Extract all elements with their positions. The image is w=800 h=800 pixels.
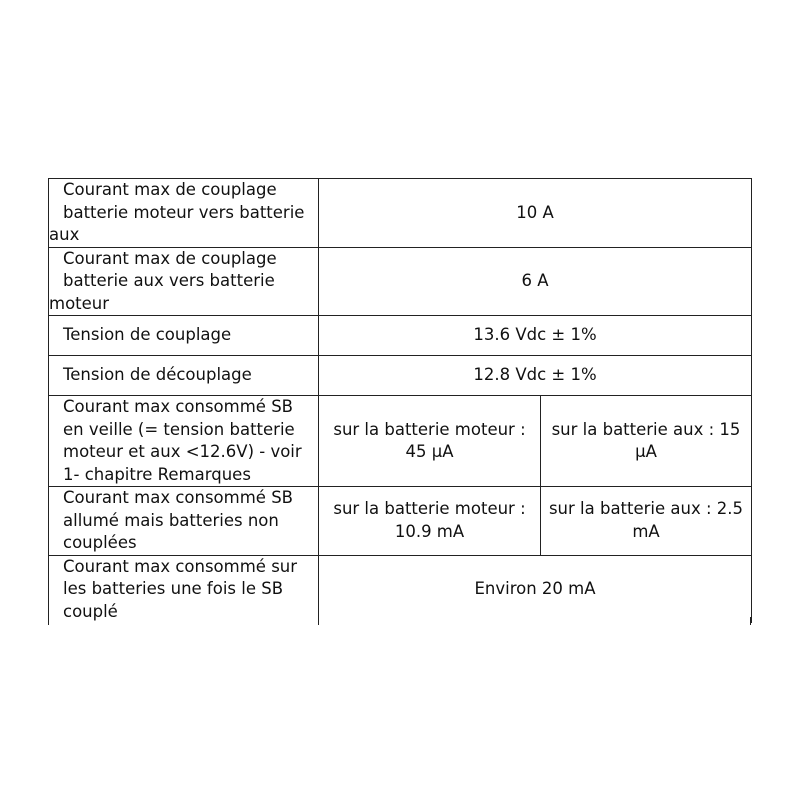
row-value: 6 A xyxy=(319,247,752,316)
label-line: Courant max de couplage xyxy=(63,180,277,199)
row-value: 10 A xyxy=(319,179,752,248)
table-row xyxy=(49,396,752,487)
label-line: moteur xyxy=(49,293,110,313)
row-label xyxy=(49,487,319,556)
label-line: Courant max consommé SB xyxy=(63,397,293,416)
row-value: 13.6 Vdc ± 1% xyxy=(319,316,752,356)
label-line: moteur et aux <12.6V) - voir xyxy=(63,442,302,461)
label-line: batterie moteur vers batterie xyxy=(63,202,305,222)
table-edge-tick xyxy=(318,617,319,625)
label-line: Courant max de couplage xyxy=(63,248,277,268)
table-row xyxy=(49,247,752,316)
table-row xyxy=(49,179,752,248)
label-line: aux xyxy=(49,225,80,244)
label-line: Courant max consommé SB xyxy=(63,488,293,507)
row-value-left: sur la batterie moteur : 45 µA xyxy=(319,396,541,487)
label-line: allumé mais batteries non xyxy=(63,510,279,530)
label-line: 1- chapitre Remarques xyxy=(63,464,251,484)
table-row xyxy=(49,555,752,623)
label-line: en veille (= tension batterie xyxy=(63,419,295,439)
label-line: Tension de couplage xyxy=(63,325,232,345)
label-line: batterie aux vers batterie xyxy=(63,271,275,290)
label-line: les batteries une fois le SB xyxy=(63,579,284,598)
row-value-left: sur la batterie moteur : 10.9 mA xyxy=(319,487,541,556)
label-line: couplé xyxy=(63,601,118,621)
label-line: Tension de découplage xyxy=(63,365,252,385)
row-value: 12.8 Vdc ± 1% xyxy=(319,356,752,396)
table-edge-tick xyxy=(750,617,751,625)
row-label xyxy=(49,555,319,623)
table-row xyxy=(49,316,752,356)
row-label xyxy=(49,179,319,248)
row-label xyxy=(49,316,319,356)
row-value-right: sur la batterie aux : 15 µA xyxy=(541,396,752,487)
table-row xyxy=(49,487,752,556)
row-label xyxy=(49,247,319,316)
table-edge-tick xyxy=(48,617,49,625)
table-row xyxy=(49,356,752,396)
label-line: Courant max consommé sur xyxy=(63,556,298,576)
row-label xyxy=(49,396,319,487)
row-label xyxy=(49,356,319,396)
spec-table xyxy=(48,178,752,623)
row-value-right: sur la batterie aux : 2.5 mA xyxy=(541,487,752,556)
label-line: couplées xyxy=(63,533,137,552)
row-value: Environ 20 mA xyxy=(319,555,752,623)
